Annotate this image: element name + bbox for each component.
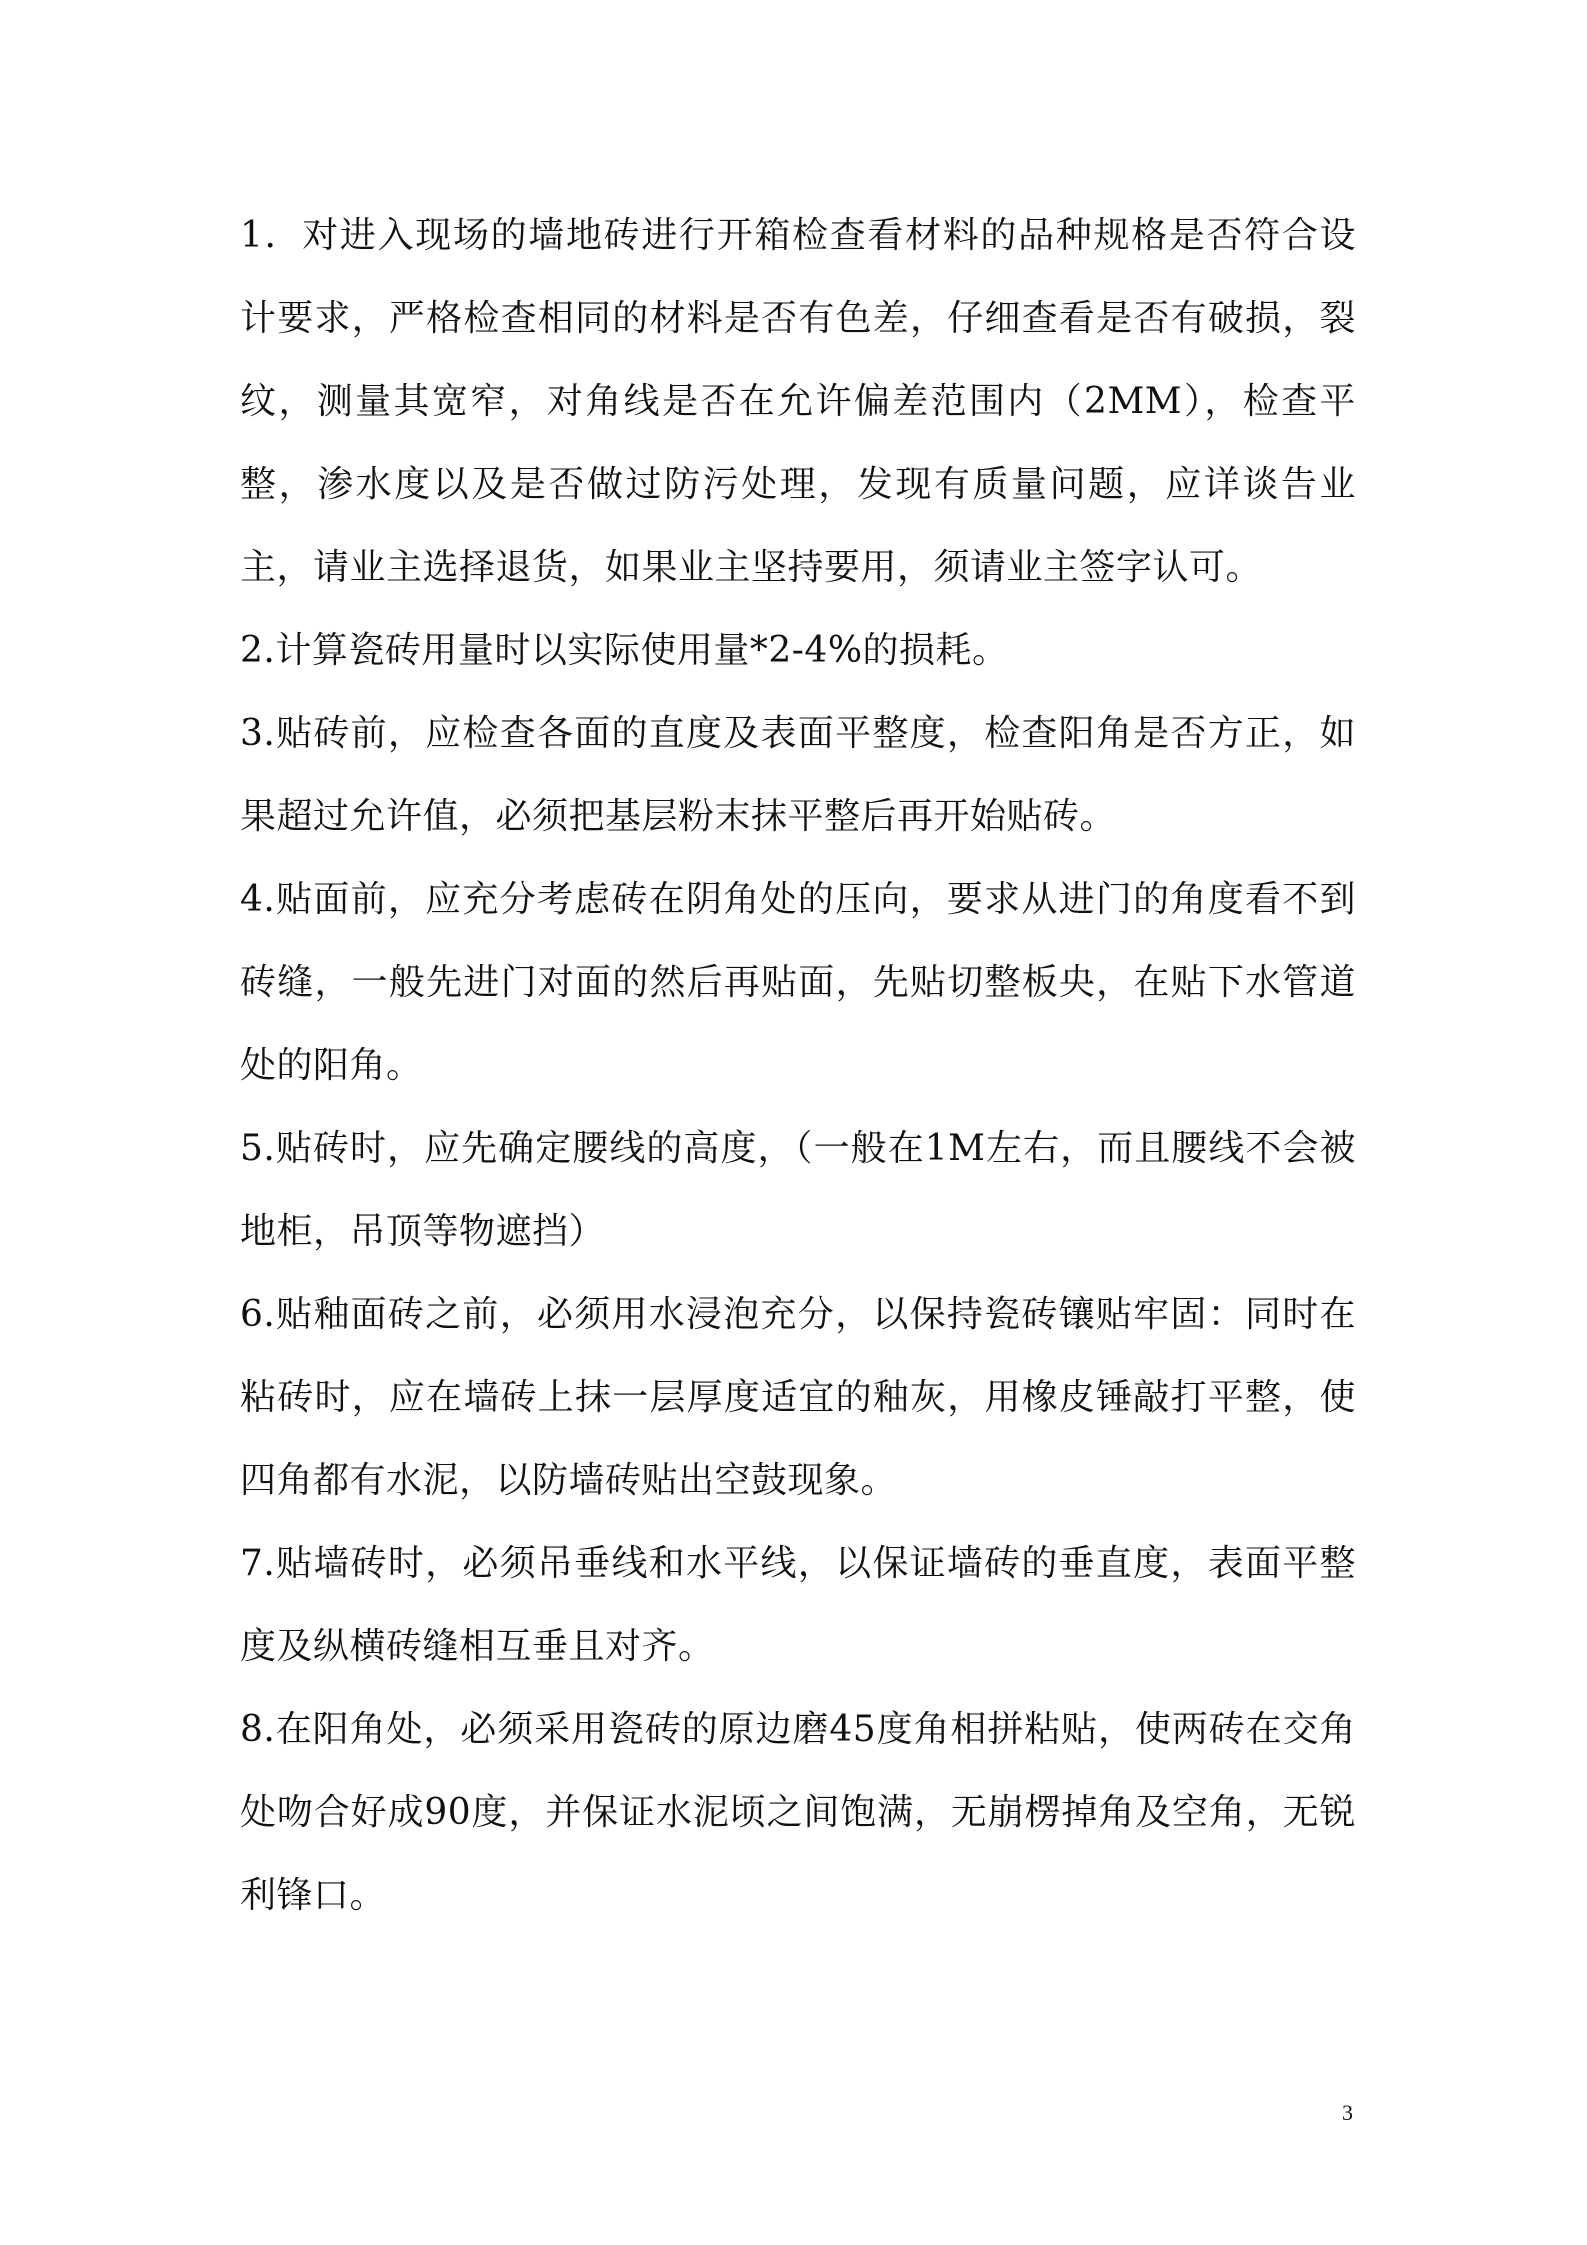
paragraph-5: 5.贴砖时，应先确定腰线的高度，（一般在1M左右，而且腰线不会被地柜，吊顶等物遮挡）	[240, 1128, 1356, 1252]
paragraph-4: 4.贴面前，应充分考虑砖在阴角处的压向，要求从进门的角度看不到砖缝，一般先进门对面的然后再贴面，先贴切整板央，在贴下水管道处的阳角。	[240, 879, 1356, 1086]
paragraph-8: 8.在阳角处，必须采用瓷砖的原边磨45度角相拼粘贴，使两砖在交角处吻合好成90度，并保证水泥顷之间饱满，无崩楞掉角及空角，无锐利锋口。	[240, 1709, 1356, 1916]
paragraph-2: 2.计算瓷砖用量时以实际使用量*2-4%的损耗。	[240, 630, 1009, 671]
page-number: 3	[1342, 2100, 1353, 2125]
paragraph-6: 6.贴釉面砖之前，必须用水浸泡充分，以保持瓷砖镶贴牢固：同时在粘砖时，应在墙砖上抹一层厚度适宜的釉灰，用橡皮锤敲打平整，使四角都有水泥，以防墙砖贴出空鼓现象。	[240, 1294, 1356, 1501]
paragraph-3: 3.贴砖前，应检查各面的直度及表面平整度，检查阳角是否方正，如果超过允许值，必须把基层粉末抹平整后再开始贴砖。	[240, 713, 1356, 837]
document-body	[240, 194, 1356, 1937]
paragraph-7: 7.贴墙砖时，必须吊垂线和水平线，以保证墙砖的垂直度，表面平整度及纵横砖缝相互垂且对齐。	[240, 1543, 1356, 1667]
paragraph-1: 1．对进入现场的墙地砖进行开箱检查看材料的品种规格是否符合设计要求，严格检查相同的材料是否有色差，仔细查看是否有破损，裂纹，测量其宽窄，对角线是否在允许偏差范围内（2MM），检查平整，渗水度以及是否做过防污处理，发现有质量问题，应详谈告业主，请业主选择退货，如果业主坚持要用，须请业主签字认可。	[240, 215, 1356, 588]
